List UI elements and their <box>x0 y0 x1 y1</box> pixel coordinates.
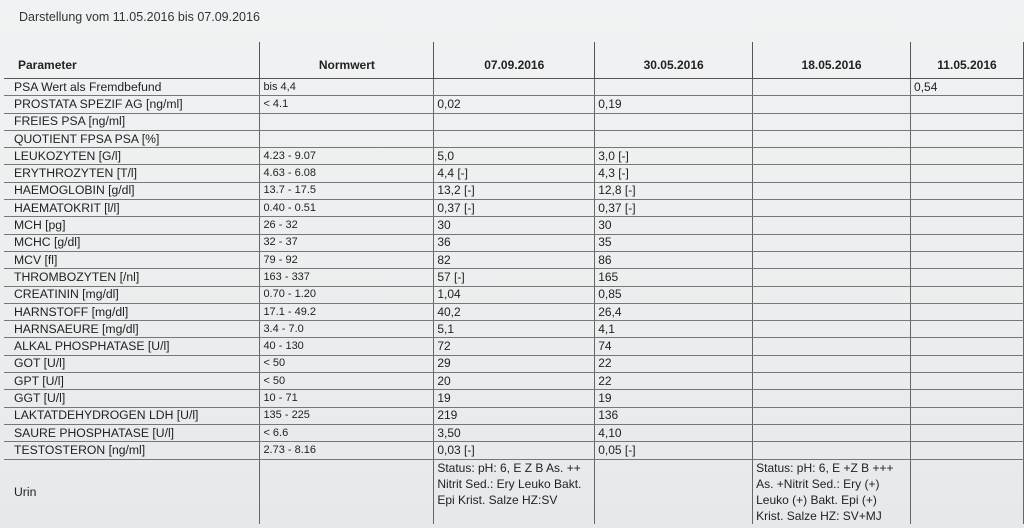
value-cell-date-4 <box>911 355 1024 372</box>
value-cell-date-3 <box>753 130 911 147</box>
value-cell-date-2: 3,0 [-] <box>595 148 753 165</box>
value-cell-date-3 <box>753 251 911 268</box>
urin-status-1: Status: pH: 6, E Z B As. ++ Nitrit Sed.: Ery Leuko Bakt. Epi Krist. Salze HZ:SV <box>434 459 595 524</box>
value-cell-date-2: 0,37 [-] <box>595 200 753 217</box>
value-cell-date-1: 30 <box>434 217 595 234</box>
value-cell-date-2: 86 <box>595 251 753 268</box>
value-cell-date-1: 29 <box>434 355 595 372</box>
table-row <box>4 269 1024 286</box>
value-cell-date-2 <box>595 113 753 130</box>
value-cell-date-1: 82 <box>434 251 595 268</box>
value-cell-date-3 <box>753 234 911 251</box>
parameter-cell: HAEMATOKRIT [l/l] <box>4 200 260 217</box>
value-cell-date-3 <box>753 303 911 320</box>
normwert-cell: 17.1 - 49.2 <box>260 303 434 320</box>
value-cell-date-2: 4,1 <box>595 321 753 338</box>
value-cell-date-3 <box>753 355 911 372</box>
parameter-cell: LEUKOZYTEN [G/l] <box>4 148 260 165</box>
value-cell-date-1: 219 <box>434 407 595 424</box>
parameter-cell: GPT [U/l] <box>4 373 260 390</box>
value-cell-date-1: 13,2 [-] <box>434 182 595 199</box>
parameter-cell: GOT [U/l] <box>4 355 260 372</box>
table-row <box>4 165 1024 182</box>
normwert-cell: 0.40 - 0.51 <box>260 200 434 217</box>
table-row <box>4 338 1024 355</box>
value-cell-date-3 <box>753 148 911 165</box>
report-title: Darstellung vom 11.05.2016 bis 07.09.2016 <box>19 10 260 24</box>
table-row <box>4 321 1024 338</box>
normwert-cell: < 4.1 <box>260 96 434 113</box>
value-cell-date-2: 26,4 <box>595 303 753 320</box>
value-cell-date-2: 4,10 <box>595 424 753 441</box>
header-row <box>4 42 1024 79</box>
parameter-cell: QUOTIENT FPSA PSA [%] <box>4 130 260 147</box>
value-cell-date-3 <box>753 321 911 338</box>
value-cell-date-2: 22 <box>595 373 753 390</box>
value-cell-date-2: 0,05 [-] <box>595 442 753 459</box>
urin-row <box>4 459 1024 524</box>
urin-norm <box>260 459 434 524</box>
value-cell-date-4 <box>911 200 1024 217</box>
header-parameter: Parameter <box>4 42 260 79</box>
value-cell-date-2 <box>595 130 753 147</box>
normwert-cell: 4.63 - 6.08 <box>260 165 434 182</box>
value-cell-date-2 <box>595 79 753 96</box>
normwert-cell: 40 - 130 <box>260 338 434 355</box>
normwert-cell <box>260 130 434 147</box>
value-cell-date-2: 74 <box>595 338 753 355</box>
value-cell-date-1 <box>434 79 595 96</box>
value-cell-date-3 <box>753 373 911 390</box>
header-date-3: 18.05.2016 <box>753 42 911 79</box>
parameter-cell: MCV [fl] <box>4 251 260 268</box>
value-cell-date-1: 72 <box>434 338 595 355</box>
normwert-cell: 135 - 225 <box>260 407 434 424</box>
value-cell-date-4 <box>911 234 1024 251</box>
normwert-cell: 2.73 - 8.16 <box>260 442 434 459</box>
table-row <box>4 286 1024 303</box>
normwert-cell: 26 - 32 <box>260 217 434 234</box>
value-cell-date-3 <box>753 200 911 217</box>
value-cell-date-4 <box>911 217 1024 234</box>
header-date-4: 11.05.2016 <box>911 42 1024 79</box>
value-cell-date-1: 57 [-] <box>434 269 595 286</box>
value-cell-date-1: 19 <box>434 390 595 407</box>
table-row <box>4 113 1024 130</box>
urin-param: Urin <box>4 459 260 524</box>
value-cell-date-2: 19 <box>595 390 753 407</box>
value-cell-date-2: 35 <box>595 234 753 251</box>
value-cell-date-3 <box>753 424 911 441</box>
parameter-cell: GGT [U/l] <box>4 390 260 407</box>
normwert-cell: 13.7 - 17.5 <box>260 182 434 199</box>
normwert-cell: 163 - 337 <box>260 269 434 286</box>
value-cell-date-2: 136 <box>595 407 753 424</box>
value-cell-date-3 <box>753 390 911 407</box>
normwert-cell: 3.4 - 7.0 <box>260 321 434 338</box>
value-cell-date-4 <box>911 303 1024 320</box>
value-cell-date-4 <box>911 96 1024 113</box>
normwert-cell: 4.23 - 9.07 <box>260 148 434 165</box>
normwert-cell: 79 - 92 <box>260 251 434 268</box>
value-cell-date-4 <box>911 130 1024 147</box>
table-row <box>4 182 1024 199</box>
value-cell-date-4 <box>911 165 1024 182</box>
normwert-cell: 10 - 71 <box>260 390 434 407</box>
value-cell-date-1: 0,03 [-] <box>434 442 595 459</box>
value-cell-date-1: 0,02 <box>434 96 595 113</box>
value-cell-date-4 <box>911 424 1024 441</box>
value-cell-date-1: 5,1 <box>434 321 595 338</box>
table-row <box>4 442 1024 459</box>
value-cell-date-2: 165 <box>595 269 753 286</box>
value-cell-date-3 <box>753 96 911 113</box>
value-cell-date-4 <box>911 390 1024 407</box>
table-row <box>4 373 1024 390</box>
value-cell-date-3 <box>753 165 911 182</box>
value-cell-date-1 <box>434 113 595 130</box>
header-normwert: Normwert <box>260 42 434 79</box>
value-cell-date-2: 4,3 [-] <box>595 165 753 182</box>
table-row <box>4 217 1024 234</box>
value-cell-date-1: 40,2 <box>434 303 595 320</box>
table-row <box>4 390 1024 407</box>
parameter-cell: SAURE PHOSPHATASE [U/l] <box>4 424 260 441</box>
value-cell-date-4 <box>911 148 1024 165</box>
value-cell-date-3 <box>753 217 911 234</box>
value-cell-date-4 <box>911 251 1024 268</box>
normwert-cell: 32 - 37 <box>260 234 434 251</box>
value-cell-date-3 <box>753 442 911 459</box>
normwert-cell <box>260 113 434 130</box>
value-cell-date-2: 12,8 [-] <box>595 182 753 199</box>
parameter-cell: HARNSTOFF [mg/dl] <box>4 303 260 320</box>
value-cell-date-1: 4,4 [-] <box>434 165 595 182</box>
table-row <box>4 200 1024 217</box>
table-row <box>4 79 1024 96</box>
value-cell-date-1: 36 <box>434 234 595 251</box>
value-cell-date-4 <box>911 321 1024 338</box>
parameter-cell: TESTOSTERON [ng/ml] <box>4 442 260 459</box>
value-cell-date-1: 20 <box>434 373 595 390</box>
parameter-cell: MCH [pg] <box>4 217 260 234</box>
value-cell-date-1: 0,37 [-] <box>434 200 595 217</box>
table-row <box>4 234 1024 251</box>
value-cell-date-3 <box>753 338 911 355</box>
parameter-cell: LAKTATDEHYDROGEN LDH [U/l] <box>4 407 260 424</box>
value-cell-date-2: 0,85 <box>595 286 753 303</box>
table-row <box>4 130 1024 147</box>
table-row <box>4 355 1024 372</box>
table-row <box>4 303 1024 320</box>
normwert-cell: < 6.6 <box>260 424 434 441</box>
urin-status-4 <box>911 459 1024 524</box>
table-row <box>4 251 1024 268</box>
parameter-cell: PROSTATA SPEZIF AG [ng/ml] <box>4 96 260 113</box>
value-cell-date-4 <box>911 113 1024 130</box>
value-cell-date-3 <box>753 286 911 303</box>
value-cell-date-2: 0,19 <box>595 96 753 113</box>
normwert-cell: bis 4,4 <box>260 79 434 96</box>
value-cell-date-1: 1,04 <box>434 286 595 303</box>
value-cell-date-1 <box>434 130 595 147</box>
value-cell-date-4 <box>911 286 1024 303</box>
value-cell-date-3 <box>753 182 911 199</box>
value-cell-date-1: 5,0 <box>434 148 595 165</box>
parameter-cell: FREIES PSA [ng/ml] <box>4 113 260 130</box>
normwert-cell: < 50 <box>260 355 434 372</box>
parameter-cell: PSA Wert als Fremdbefund <box>4 79 260 96</box>
value-cell-date-4: 0,54 <box>911 79 1024 96</box>
parameter-cell: CREATININ [mg/dl] <box>4 286 260 303</box>
value-cell-date-4 <box>911 407 1024 424</box>
value-cell-date-4 <box>911 442 1024 459</box>
value-cell-date-2: 30 <box>595 217 753 234</box>
value-cell-date-3 <box>753 407 911 424</box>
parameter-cell: HARNSAEURE [mg/dl] <box>4 321 260 338</box>
normwert-cell: 0.70 - 1.20 <box>260 286 434 303</box>
value-cell-date-2: 22 <box>595 355 753 372</box>
parameter-cell: ERYTHROZYTEN [T/l] <box>4 165 260 182</box>
value-cell-date-3 <box>753 79 911 96</box>
parameter-cell: MCHC [g/dl] <box>4 234 260 251</box>
normwert-cell: < 50 <box>260 373 434 390</box>
value-cell-date-1: 3,50 <box>434 424 595 441</box>
table-row <box>4 96 1024 113</box>
table-row <box>4 148 1024 165</box>
table-row <box>4 424 1024 441</box>
value-cell-date-4 <box>911 373 1024 390</box>
value-cell-date-3 <box>753 269 911 286</box>
header-date-2: 30.05.2016 <box>595 42 753 79</box>
value-cell-date-4 <box>911 269 1024 286</box>
parameter-cell: ALKAL PHOSPHATASE [U/l] <box>4 338 260 355</box>
urin-status-2 <box>595 459 753 524</box>
urin-status-3: Status: pH: 6, E +Z B +++ As. +Nitrit Sed.: Ery (+) Leuko (+) Bakt. Epi (+) Krist. Salze HZ: SV+MJ <box>753 459 911 524</box>
value-cell-date-4 <box>911 182 1024 199</box>
value-cell-date-3 <box>753 113 911 130</box>
value-cell-date-4 <box>911 338 1024 355</box>
lab-results-table <box>4 42 1024 524</box>
table-row <box>4 407 1024 424</box>
parameter-cell: THROMBOZYTEN [/nl] <box>4 269 260 286</box>
header-date-1: 07.09.2016 <box>434 42 595 79</box>
parameter-cell: HAEMOGLOBIN [g/dl] <box>4 182 260 199</box>
results-body <box>4 79 1024 460</box>
